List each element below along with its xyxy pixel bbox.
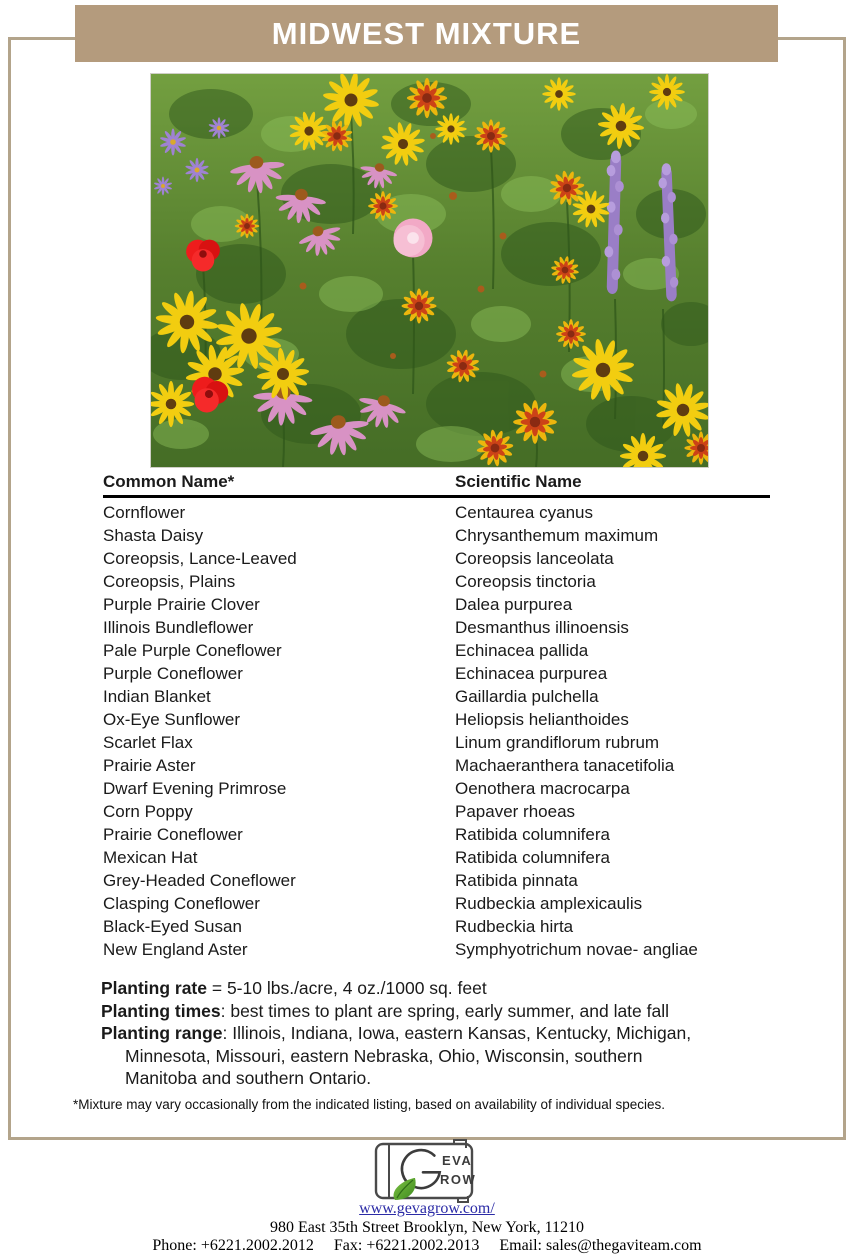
- page-title: MIDWEST MIXTURE: [271, 15, 582, 51]
- planting-label: Planting rate: [101, 978, 207, 998]
- species-table-body: [103, 501, 770, 961]
- planting-label: Planting times: [101, 1000, 221, 1021]
- common-name-cell: Coreopsis, Lance-Leaved: [103, 549, 297, 568]
- common-name-cell: Purple Coneflower: [103, 664, 243, 683]
- common-name-cell: Scarlet Flax: [103, 733, 193, 752]
- scientific-name-cell: Gaillardia pulchella: [455, 687, 599, 706]
- table-row: [103, 662, 770, 685]
- common-name-cell: Black-Eyed Susan: [103, 917, 242, 936]
- table-row: [103, 915, 770, 938]
- planting-line: Planting rate = 5-10 lbs./acre, 4 oz./1000 sq. feet: [101, 978, 487, 998]
- address-line: 980 East 35th Street Brooklyn, New York, 11210: [269, 1218, 585, 1236]
- common-name-cell: Clasping Coneflower: [103, 894, 260, 913]
- table-row: [103, 547, 770, 570]
- title-banner: [75, 5, 778, 62]
- column-header-common-name: Common Name*: [103, 472, 235, 491]
- planting-line: Planting times: best times to plant are spring, early summer, and late fall: [101, 1000, 670, 1021]
- scientific-name-cell: Desmanthus illinoensis: [455, 618, 629, 637]
- planting-label: Planting range: [101, 1023, 223, 1043]
- common-name-cell: Pale Purple Coneflower: [103, 641, 282, 660]
- table-row: [103, 938, 770, 961]
- scientific-name-cell: Chrysanthemum maximum: [455, 526, 659, 545]
- species-table: [103, 472, 770, 961]
- scientific-name-cell: Machaeranthera tanacetifolia: [455, 756, 675, 775]
- planting-line: Planting range: Illinois, Indiana, Iowa, eastern Kansas, Kentucky, Michigan,: [101, 1023, 692, 1043]
- scientific-name-cell: Ratibida pinnata: [455, 871, 578, 890]
- scientific-name-cell: Heliopsis helianthoides: [455, 710, 629, 729]
- table-row: [103, 593, 770, 616]
- common-name-cell: New England Aster: [103, 940, 248, 959]
- common-name-cell: Purple Prairie Clover: [103, 595, 260, 614]
- logo-text-row: ROW: [440, 1172, 477, 1187]
- common-name-cell: Mexican Hat: [103, 848, 198, 867]
- column-header-scientific-name: Scientific Name: [455, 472, 582, 491]
- scientific-name-cell: Ratibida columnifera: [455, 848, 610, 867]
- table-row: [103, 823, 770, 846]
- table-row: [103, 800, 770, 823]
- scientific-name-cell: Coreopsis tinctoria: [455, 572, 596, 591]
- scientific-name-cell: Coreopsis lanceolata: [455, 549, 614, 568]
- footer: [0, 1200, 854, 1256]
- scientific-name-cell: Symphyotrichum novae- angliae: [455, 940, 698, 959]
- common-name-cell: Dwarf Evening Primrose: [103, 779, 287, 798]
- common-name-cell: Corn Poppy: [103, 802, 193, 821]
- phone-text: Phone: +6221.2002.2012: [152, 1237, 314, 1254]
- common-name-cell: Coreopsis, Plains: [103, 572, 236, 591]
- planting-line: Minnesota, Missouri, eastern Nebraska, Ohio, Wisconsin, southern: [125, 1045, 643, 1066]
- table-row: [103, 639, 770, 662]
- scientific-name-cell: Ratibida columnifera: [455, 825, 610, 844]
- table-row: [103, 616, 770, 639]
- wildflower-photo: [150, 73, 709, 468]
- scientific-name-cell: Echinacea pallida: [455, 641, 589, 660]
- planting-line: Manitoba and southern Ontario.: [125, 1068, 372, 1088]
- table-row: [103, 501, 770, 524]
- scientific-name-cell: Linum grandiflorum rubrum: [455, 733, 660, 752]
- table-row: [103, 754, 770, 777]
- scientific-name-cell: Rudbeckia amplexicaulis: [455, 894, 643, 913]
- common-name-cell: Prairie Aster: [103, 756, 196, 775]
- table-row: [103, 846, 770, 869]
- table-row: [103, 708, 770, 731]
- table-row: [103, 731, 770, 754]
- common-name-cell: Ox-Eye Sunflower: [103, 710, 240, 729]
- scientific-name-cell: Rudbeckia hirta: [455, 917, 574, 936]
- scientific-name-cell: Echinacea purpurea: [455, 664, 608, 683]
- table-row: [103, 570, 770, 593]
- disclaimer-note: *Mixture may vary occasionally from the indicated listing, based on availability of individual species.: [73, 1097, 666, 1112]
- common-name-cell: Illinois Bundleflower: [103, 618, 254, 637]
- contact-line: [0, 1237, 854, 1256]
- table-row: [103, 892, 770, 915]
- common-name-cell: Prairie Coneflower: [103, 825, 243, 844]
- scientific-name-cell: Dalea purpurea: [455, 595, 573, 614]
- common-name-cell: Shasta Daisy: [103, 526, 204, 545]
- scientific-name-cell: Centaurea cyanus: [455, 503, 593, 522]
- email-text: Email: sales@thegaviteam.com: [499, 1237, 702, 1254]
- common-name-cell: Indian Blanket: [103, 687, 211, 706]
- species-table-header: [103, 472, 770, 498]
- website-link[interactable]: www.gevagrow.com/: [359, 1200, 495, 1217]
- planting-info: [101, 977, 801, 1090]
- scientific-name-cell: Oenothera macrocarpa: [455, 779, 630, 798]
- common-name-cell: Cornflower: [103, 503, 186, 522]
- scientific-name-cell: Papaver rhoeas: [455, 802, 576, 821]
- table-row: [103, 524, 770, 547]
- fax-text: Fax: +6221.2002.2013: [333, 1237, 480, 1254]
- table-row: [103, 685, 770, 708]
- common-name-cell: Grey-Headed Coneflower: [103, 871, 296, 890]
- logo-text-eva: EVA: [442, 1153, 473, 1168]
- gevagrow-logo: [362, 1138, 492, 1204]
- table-row: [103, 869, 770, 892]
- table-row: [103, 777, 770, 800]
